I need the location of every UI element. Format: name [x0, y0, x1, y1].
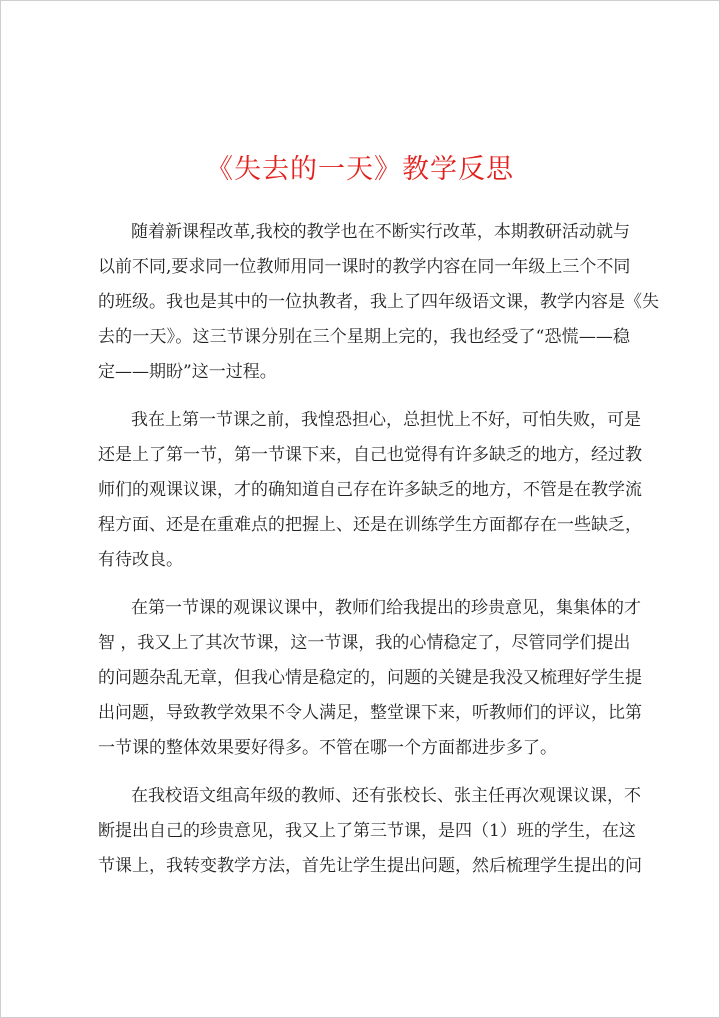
paragraph-1-line-5: 定——期盼”这一过程。 [98, 362, 277, 382]
paragraph-4-line-2: 断提出自己的珍贵意见，我又上了第三节课，是四（1）班的学生，在这 [98, 821, 636, 841]
paragraph-4-line-1: 在我校语文组高年级的教师、还有张校长、张主任再次观课议课，不 [131, 786, 641, 806]
document-title: 《失去的一天》教学反思 [206, 154, 514, 185]
paragraph-2-line-3: 师们的观课议课，才的确知道自己存在许多缺乏的地方，不管是在教学流 [98, 480, 642, 500]
paragraph-3-line-2: 智 ，我又上了其次节课，这一节课，我的心情稳定了，尽管同学们提出 [98, 633, 631, 653]
paragraph-2-line-4: 程方面、还是在重难点的把握上、还是在训练学生方面都存在一些缺乏， [98, 515, 642, 535]
paragraph-2-line-1: 我在上第一节课之前，我惶恐担心，总担忧上不好，可怕失败，可是 [131, 410, 641, 430]
paragraph-1-line-3: 的班级。我也是其中的一位执教者，我上了四年级语文课，教学内容是《失 [98, 292, 659, 312]
paragraph-3-line-1: 在第一节课的观课议课中，教师们给我提出的珍贵意见，集集体的才 [131, 598, 641, 618]
paragraph-3-line-5: 一节课的整体效果要好得多。不管在哪一个方面都进步多了。 [98, 738, 557, 758]
paragraph-3-line-3: 的问题杂乱无章，但我心情是稳定的，问题的关键是我没又梳理好学生提 [98, 668, 642, 688]
paragraph-1-line-4: 去的一天》。这三节课分别在三个星期上完的，我也经受了“恐慌——稳 [98, 327, 630, 347]
paragraph-2-line-2: 还是上了第一节，第一节课下来，自己也觉得有许多缺乏的地方，经过教 [98, 445, 642, 465]
paragraph-1-line-2: 以前不同,要求同一位教师用同一课时的教学内容在同一年级上三个不同 [98, 257, 631, 277]
paragraph-1-line-1: 随着新课程改革,我校的教学也在不断实行改革，本期教研活动就与 [131, 222, 630, 242]
paragraph-4-line-3: 节课上，我转变教学方法，首先让学生提出问题，然后梳理学生提出的问 [98, 856, 642, 876]
paragraph-3-line-4: 出问题，导致教学效果不令人满足，整堂课下来，听教师们的评议，比第 [98, 703, 642, 723]
paragraph-2-line-5: 有待改良。 [98, 550, 183, 570]
